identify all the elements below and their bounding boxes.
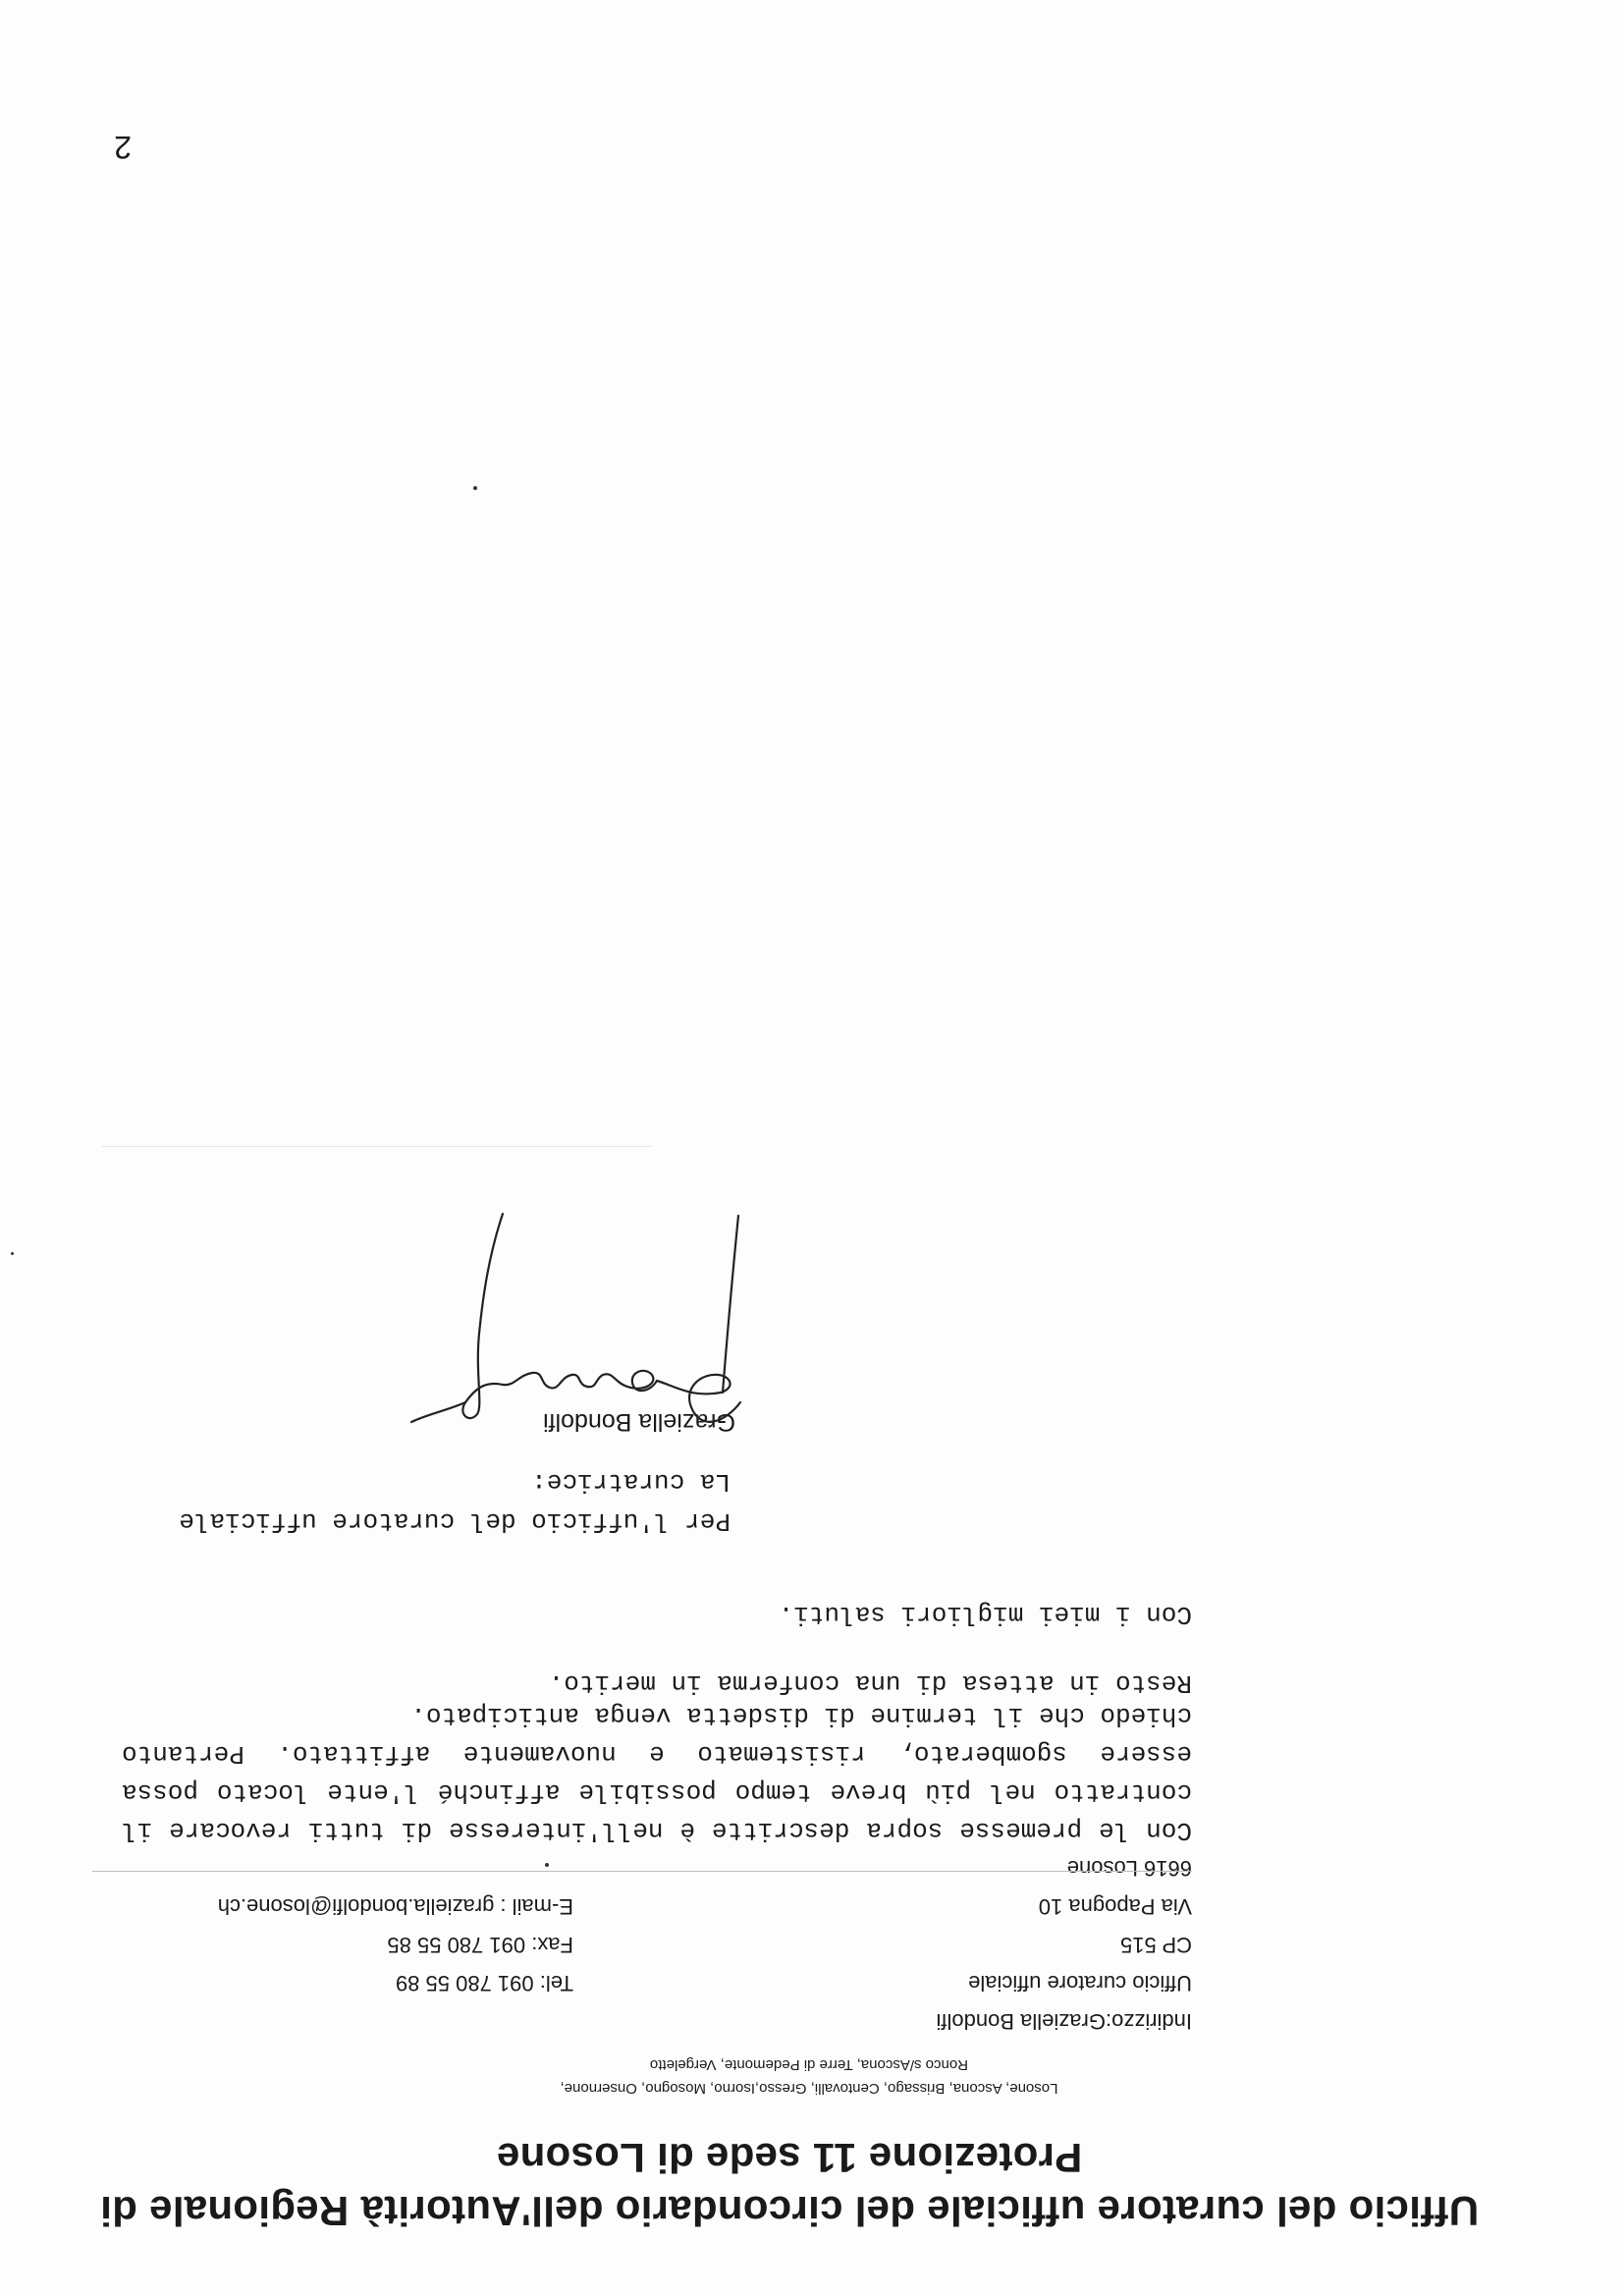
- scan-speck: [11, 1252, 14, 1255]
- address-office: Ufficio curatore ufficiale: [968, 1971, 1192, 1995]
- contact-telecom-block: [218, 1887, 573, 2002]
- scan-speck: [545, 1863, 549, 1867]
- closing-role: La curatrice:: [531, 1467, 731, 1497]
- page-number: 2: [114, 130, 132, 165]
- office-title-line1: Ufficio del curatore ufficiale del circondario dell'Autorità Regionale di: [99, 2188, 1480, 2234]
- header-divider: [92, 1871, 1192, 1872]
- scan-artifact-line: [102, 1146, 652, 1147]
- district-line1: Losone, Ascona, Brissago, Centovalli, Gresso,Isorno, Mosogno, Onsernone,: [560, 2080, 1058, 2097]
- address-label: Indirizzo:Graziella Bondolfi: [936, 2009, 1192, 2034]
- body-paragraph-main: Con le premesse sopra descritte è nell'interesse di tutti revocare il contratto nel più breve tempo possibile affinché l'ente locato possa essere sgomberato, risistemato e nuovamente affittato. Pertanto chiedo che il termine di disdetta venga anticipato.: [122, 1701, 1192, 1845]
- address-city: 6616 Losone: [1066, 1856, 1192, 1881]
- closing-office: Per l'ufficio del curatore ufficiale: [179, 1506, 731, 1536]
- address-street: Via Papogna 10: [1038, 1894, 1192, 1919]
- scan-speck: [473, 486, 477, 490]
- office-title-line2: Protezione 11 sede di Losone: [496, 2135, 1083, 2181]
- contact-address-block: [937, 1849, 1192, 2041]
- address-po-box: CP 515: [1120, 1933, 1192, 1957]
- signer-name: Graziella Bondolfi: [543, 1408, 735, 1436]
- district-line2: Ronco s/Ascona, Terre di Pedemonte, Vergeletto: [649, 2056, 969, 2073]
- handwritten-signature: [397, 1206, 760, 1432]
- contact-tel: Tel: 091 780 55 89: [395, 1971, 573, 1995]
- body-paragraph-waiting: Resto in attesa di una conferma in merito.: [548, 1668, 1192, 1698]
- body-paragraph-greetings: Con i miei migliori saluti.: [778, 1600, 1192, 1629]
- office-title: [92, 2131, 1487, 2237]
- contact-fax: Fax: 091 780 55 85: [387, 1933, 573, 1957]
- contact-email: E-mail : graziella.bondolfi@losone.ch: [217, 1894, 573, 1919]
- office-district-list: [465, 2052, 1153, 2100]
